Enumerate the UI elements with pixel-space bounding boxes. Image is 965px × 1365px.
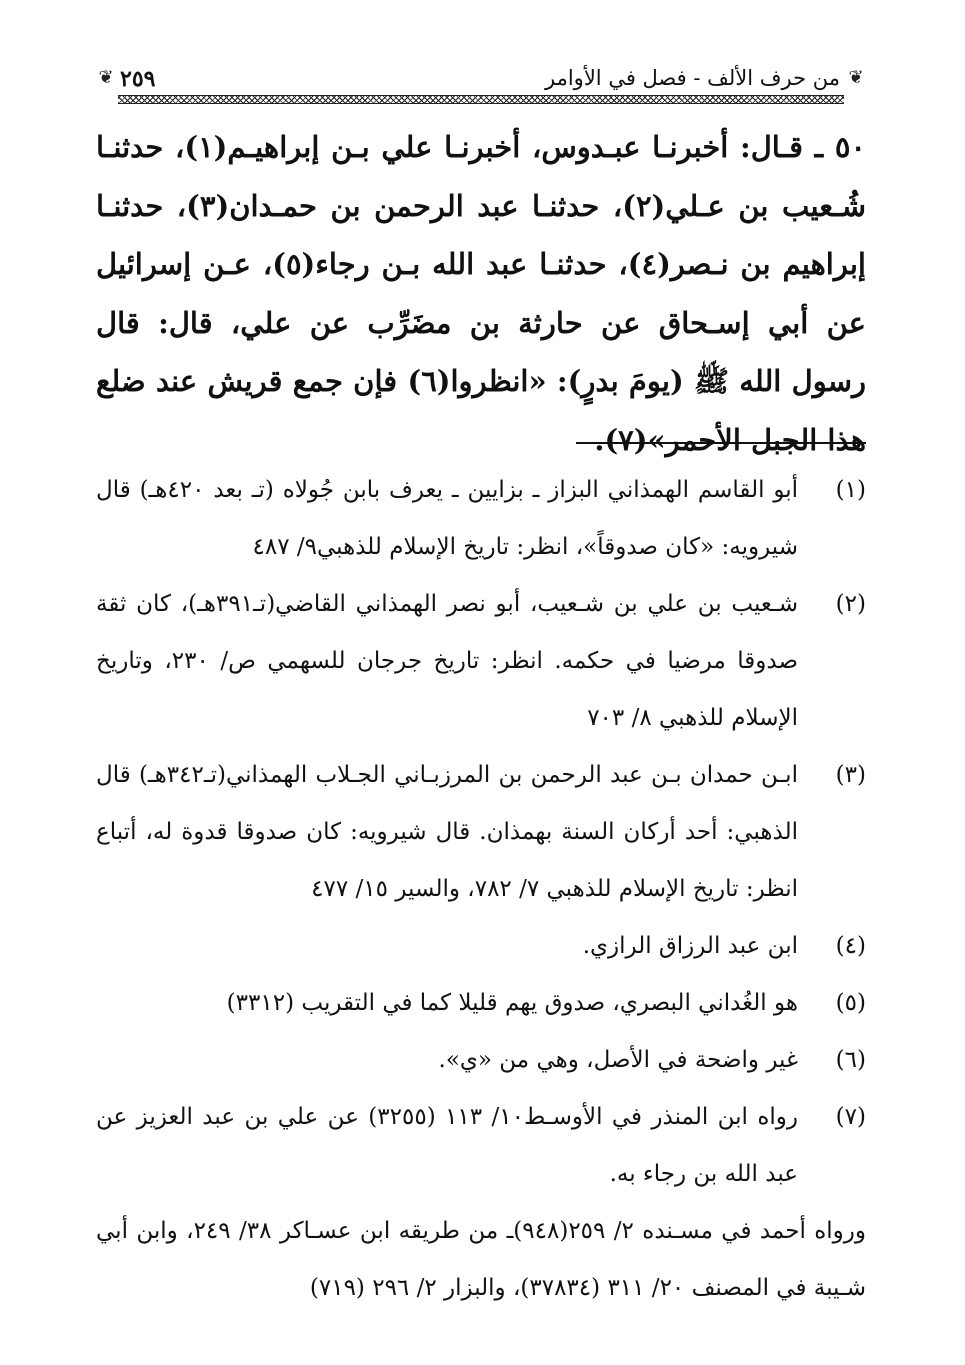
footnote-text: هو الغُداني البصري، صدوق يهم قليلا كما في التقريب (٣٣١٢) <box>226 990 798 1016</box>
hadith-matn: انظروا(٦) فإن جمع قريش عند ضلع هذا الجبل الأحمر <box>96 364 866 457</box>
footnote-text: شـعيب بن علي بن شـعيب، أبو نصر الهمذاني القاضي(تـ٣٩١هـ)، كان ثقة صدوقا مرضيا في حكمه. انظر: تاريخ جرجان للسهمي ص/ ٢٣٠، وتاريخ الإسلام للذهبي ٨/ ٧٠٣ <box>96 591 798 731</box>
footnote-number: (٢) <box>835 591 866 617</box>
hadith-closing: »(٧). <box>594 422 666 457</box>
page-number: ٢٥٩ <box>120 66 156 92</box>
footnote-item <box>96 1089 866 1203</box>
running-header <box>96 58 866 104</box>
floral-ornament-icon: ❦ <box>848 66 864 88</box>
header-rule <box>118 95 844 104</box>
footnote-text: أبو القاسم الهمذاني البزاز ـ بزايين ـ يعرف بابن جُولاه (تـ بعد ٤٢٠هـ) قال شيرويه: «كان صدوقاً»، انظر: تاريخ الإسلام للذهبي٩/ ٤٨٧ <box>96 477 798 560</box>
floral-ornament-icon: ❦ <box>98 66 114 88</box>
footnote-number: (٧) <box>835 1104 866 1130</box>
hadith-number: ٥٠ <box>834 130 866 164</box>
footnote-text: ابن عبد الرزاق الرازي. <box>582 933 798 959</box>
footnote-number: (٦) <box>835 1047 866 1073</box>
footnote-number: (١) <box>835 477 866 503</box>
footnote-text: غير واضحة في الأصل، وهي من «ي». <box>438 1047 798 1073</box>
footnote-number: (٥) <box>835 990 866 1016</box>
footnote-text: ابـن حمدان بـن عبد الرحمن بن المرزبـاني الجـلاب الهمذاني(تـ٣٤٢هـ) قال الذهبي: أحد أركان السنة بهمذان. قال شيرويه: كان صدوقا قدوة له، أتباع انظر: تاريخ الإسلام للذهبي ٧/ ٧٨٢، والسير ١٥/ ٤٧٧ <box>96 762 798 902</box>
footnote-number: (٣) <box>835 762 866 788</box>
running-title: من حرف الألف - فصل في الأوامر <box>545 66 840 90</box>
hadith-isnad: ـ قـال: أخبرنـا عبـدوس، أخبرنـا علي بـن إبراهيـم(١)، حدثنـا شُـعيب بن عـلي(٢)، حدثنـا عبد الرحمن بن حمـدان(٣)، حدثنـا إبراهيم بن نـصر(٤)، حدثنـا عبد الله بـن رجاء(٥)، عـن إسرائيل عن أبي إسـحاق عن حارثة بن مضَرِّب عن علي، قال: قال رسول الله ﷺ (يومَ بدرٍ): « <box>96 130 866 398</box>
footnote-item <box>96 747 866 918</box>
footnote-item <box>96 576 866 747</box>
footnote-item <box>96 1032 866 1089</box>
footnote-continuation: ورواه أحمد في مسـنده ٢/ ٢٥٩(٩٤٨)ـ من طريقه ابن عسـاكر ٣٨/ ٢٤٩، وابن أبي شـيبة في المصنف ٢٠/ ٣١١ (٣٧٨٣٤)، والبزار ٢/ ٢٩٦ (٧١٩) <box>96 1218 866 1301</box>
footnote-item <box>96 918 866 975</box>
footnote-item <box>96 462 866 576</box>
footnote-item <box>96 975 866 1032</box>
footnote-number: (٤) <box>835 933 866 959</box>
hadith-text <box>96 118 866 469</box>
footnote-text: رواه ابن المنذر في الأوسـط١٠/ ١١٣ (٣٢٥٥) عن علي بن عبد العزيز عن عبد الله بن رجاء به. <box>96 1104 798 1187</box>
footnotes <box>96 462 866 1317</box>
footnote-separator <box>576 442 866 444</box>
